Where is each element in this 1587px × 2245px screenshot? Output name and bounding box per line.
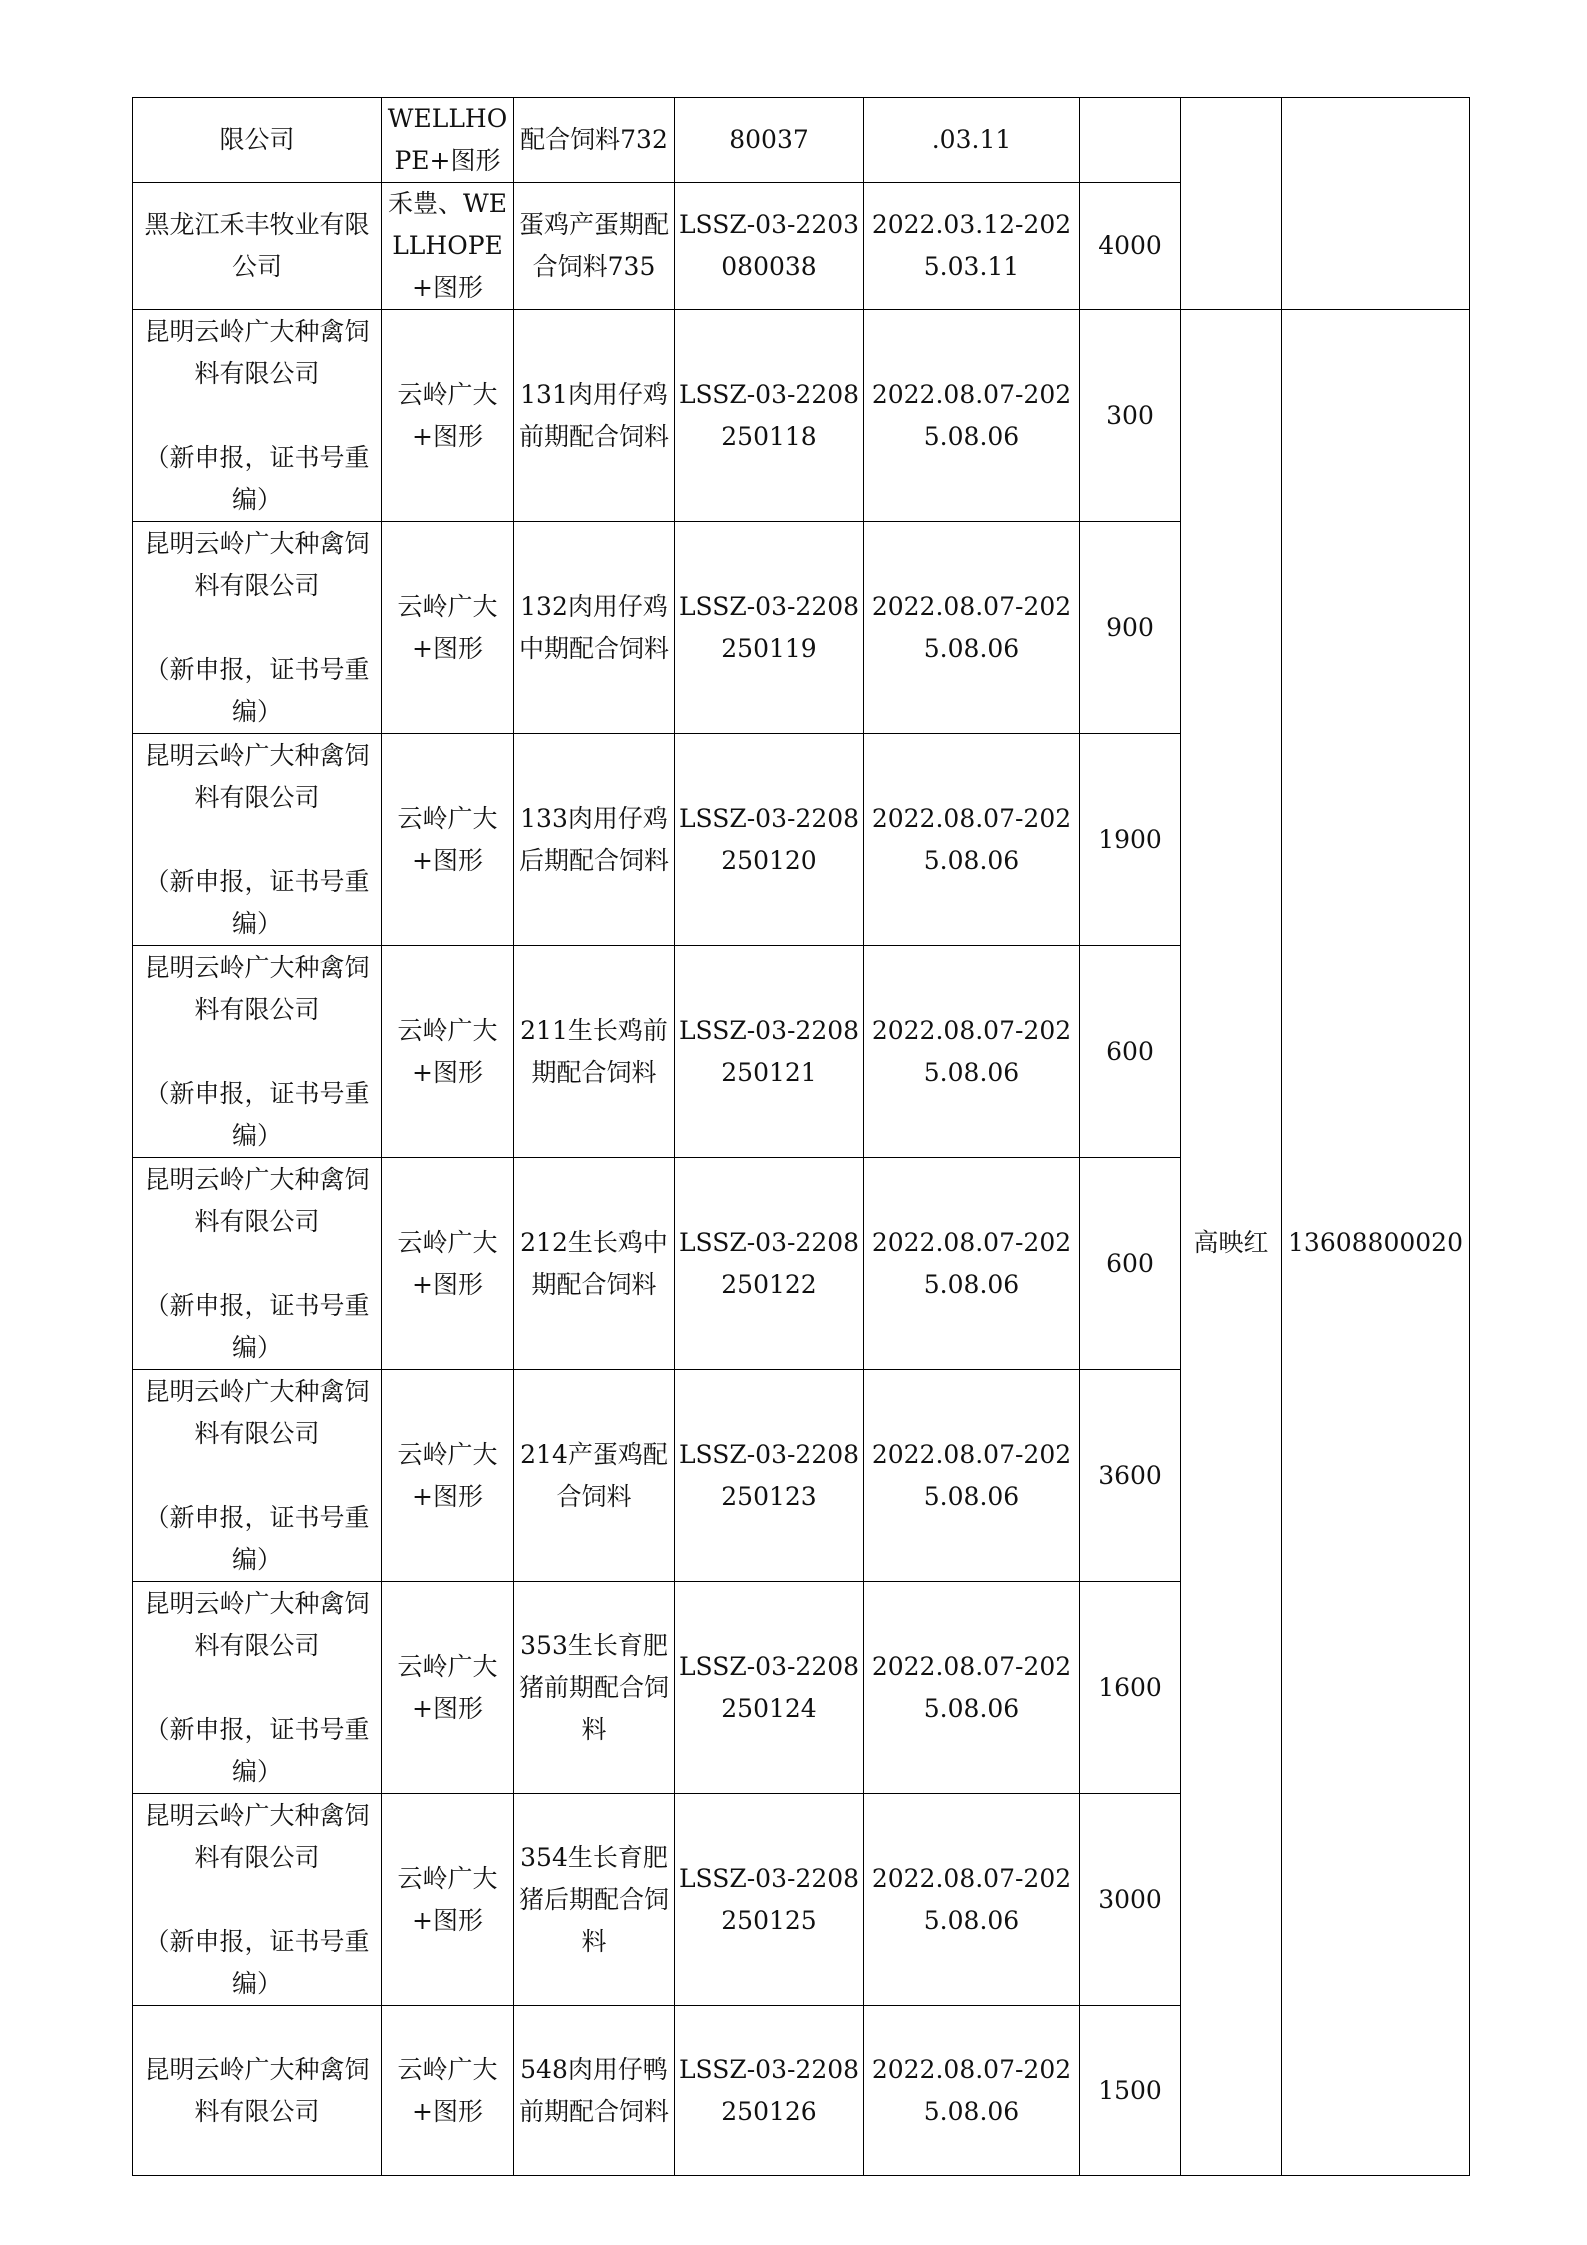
product-name-cell: 132肉用仔鸡中期配合饲料 <box>514 522 675 734</box>
company-name-cell <box>133 1158 382 1370</box>
quantity-cell <box>1080 98 1181 183</box>
validity-period-cell: 2022.08.07-2025.08.06 <box>864 1370 1080 1582</box>
table-row <box>133 98 1470 183</box>
contact-cell-prev <box>1181 98 1282 310</box>
product-name-cell: 548肉用仔鸭前期配合饲料 <box>514 2006 675 2176</box>
validity-period-cell: 2022.08.07-2025.08.06 <box>864 734 1080 946</box>
validity-period-cell: 2022.08.07-2025.08.06 <box>864 2006 1080 2176</box>
product-name-cell: 蛋鸡产蛋期配合饲料735 <box>514 183 675 310</box>
brand-cell: 禾豊、WELLHOPE+图形 <box>382 183 514 310</box>
company-name: 昆明云岭广大种禽饲料有限公司 <box>144 1164 370 1236</box>
product-name-cell: 354生长育肥猪后期配合饲料 <box>514 1794 675 2006</box>
certificate-number-cell: LSSZ-03-2208250124 <box>675 1582 864 1794</box>
company-name-cell <box>133 310 382 522</box>
company-name: 昆明云岭广大种禽饲料有限公司 <box>144 2054 370 2126</box>
company-name: 黑龙江禾丰牧业有限公司 <box>144 210 370 281</box>
certificate-number-cell: LSSZ-03-2208250126 <box>675 2006 864 2176</box>
quantity-cell: 300 <box>1080 310 1181 522</box>
quantity-cell: 3600 <box>1080 1370 1181 1582</box>
company-name-cell <box>133 1582 382 1794</box>
contact-phone-cell <box>1282 310 1470 2176</box>
product-name-cell: 211生长鸡前期配合饲料 <box>514 946 675 1158</box>
product-name-cell: 配合饲料732 <box>514 98 675 183</box>
company-note: （新申报，证书号重编） <box>144 654 370 726</box>
company-note: （新申报，证书号重编） <box>144 1078 370 1150</box>
company-name: 昆明云岭广大种禽饲料有限公司 <box>144 740 370 812</box>
validity-period-cell: 2022.08.07-2025.08.06 <box>864 1794 1080 2006</box>
quantity-cell: 3000 <box>1080 1794 1181 2006</box>
validity-period-cell: 2022.08.07-2025.08.06 <box>864 1582 1080 1794</box>
validity-period-cell: 2022.08.07-2025.08.06 <box>864 946 1080 1158</box>
contact-phone: 13608800020 <box>1288 1227 1463 1257</box>
company-name: 昆明云岭广大种禽饲料有限公司 <box>144 316 370 388</box>
certificate-number-cell: LSSZ-03-2208250120 <box>675 734 864 946</box>
company-name-cell <box>133 183 382 310</box>
brand-cell: 云岭广大+图形 <box>382 2006 514 2176</box>
company-name: 昆明云岭广大种禽饲料有限公司 <box>144 1588 370 1660</box>
certificate-number-cell: LSSZ-03-2208250121 <box>675 946 864 1158</box>
company-name: 昆明云岭广大种禽饲料有限公司 <box>144 528 370 600</box>
company-note: （新申报，证书号重编） <box>144 1926 370 1998</box>
validity-period-cell: 2022.03.12-2025.03.11 <box>864 183 1080 310</box>
company-name: 限公司 <box>219 125 295 154</box>
company-note: （新申报，证书号重编） <box>144 1714 370 1786</box>
table-row <box>133 310 1470 522</box>
company-name-cell <box>133 98 382 183</box>
certificate-number-cell: LSSZ-03-2208250122 <box>675 1158 864 1370</box>
company-name: 昆明云岭广大种禽饲料有限公司 <box>144 952 370 1024</box>
certificate-number-cell: 80037 <box>675 98 864 183</box>
certificate-number-cell: LSSZ-03-2208250119 <box>675 522 864 734</box>
quantity-cell: 1600 <box>1080 1582 1181 1794</box>
company-name: 昆明云岭广大种禽饲料有限公司 <box>144 1376 370 1448</box>
validity-period-cell: .03.11 <box>864 98 1080 183</box>
brand-cell: 云岭广大+图形 <box>382 734 514 946</box>
brand-cell: 云岭广大+图形 <box>382 1158 514 1370</box>
company-name-cell <box>133 522 382 734</box>
certificate-table <box>132 97 1470 2176</box>
product-name-cell: 131肉用仔鸡前期配合饲料 <box>514 310 675 522</box>
validity-period-cell: 2022.08.07-2025.08.06 <box>864 310 1080 522</box>
certificate-number-cell: LSSZ-03-2203080038 <box>675 183 864 310</box>
company-name-cell <box>133 1794 382 2006</box>
company-note: （新申报，证书号重编） <box>144 442 370 514</box>
quantity-cell: 600 <box>1080 946 1181 1158</box>
company-note: （新申报，证书号重编） <box>144 1502 370 1574</box>
company-name: 昆明云岭广大种禽饲料有限公司 <box>144 1800 370 1872</box>
brand-cell: 云岭广大+图形 <box>382 1794 514 2006</box>
contact-name-cell <box>1181 310 1282 2176</box>
company-note: （新申报，证书号重编） <box>144 866 370 938</box>
quantity-cell: 1500 <box>1080 2006 1181 2176</box>
brand-cell: 云岭广大+图形 <box>382 946 514 1158</box>
validity-period-cell: 2022.08.07-2025.08.06 <box>864 1158 1080 1370</box>
brand-cell: 云岭广大+图形 <box>382 1370 514 1582</box>
quantity-cell: 1900 <box>1080 734 1181 946</box>
certificate-number-cell: LSSZ-03-2208250125 <box>675 1794 864 2006</box>
certificate-number-cell: LSSZ-03-2208250118 <box>675 310 864 522</box>
quantity-cell: 600 <box>1080 1158 1181 1370</box>
brand-cell: 云岭广大+图形 <box>382 310 514 522</box>
validity-period-cell: 2022.08.07-2025.08.06 <box>864 522 1080 734</box>
brand-cell: 云岭广大+图形 <box>382 522 514 734</box>
company-name-cell <box>133 734 382 946</box>
product-name-cell: 212生长鸡中期配合饲料 <box>514 1158 675 1370</box>
company-name-cell <box>133 1370 382 1582</box>
phone-cell-prev <box>1282 98 1470 310</box>
company-note: （新申报，证书号重编） <box>144 1290 370 1362</box>
product-name-cell: 353生长育肥猪前期配合饲料 <box>514 1582 675 1794</box>
quantity-cell: 4000 <box>1080 183 1181 310</box>
company-name-cell <box>133 946 382 1158</box>
quantity-cell: 900 <box>1080 522 1181 734</box>
brand-cell: WELLHOPE+图形 <box>382 98 514 183</box>
certificate-number-cell: LSSZ-03-2208250123 <box>675 1370 864 1582</box>
company-name-cell <box>133 2006 382 2176</box>
brand-cell: 云岭广大+图形 <box>382 1582 514 1794</box>
product-name-cell: 214产蛋鸡配合饲料 <box>514 1370 675 1582</box>
contact-name: 高映红 <box>1193 1227 1269 1257</box>
product-name-cell: 133肉用仔鸡后期配合饲料 <box>514 734 675 946</box>
